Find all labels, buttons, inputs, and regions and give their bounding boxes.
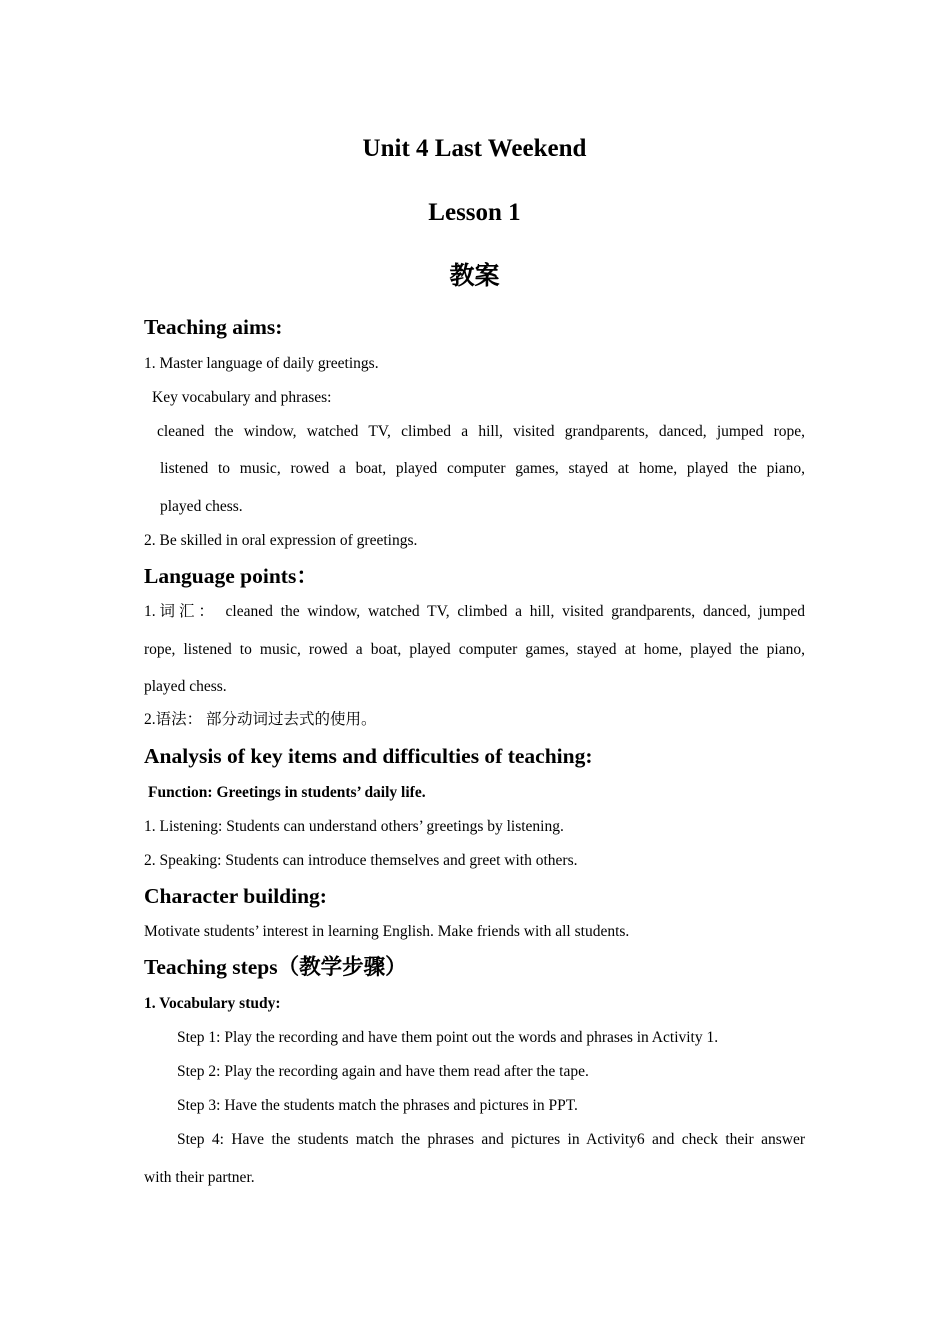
step-4-line-1-text: Step 4: Have the students match the phrases and pictures in Activity6 and check their answer bbox=[177, 1131, 805, 1148]
teaching-aims-heading: Teaching aims: bbox=[144, 315, 283, 339]
aims-vocab-line-2 bbox=[160, 459, 805, 479]
aims-vocab-line-3: played chess. bbox=[160, 498, 243, 515]
function-line: Function: Greetings in students’ daily life. bbox=[148, 784, 426, 801]
lesson-plan-title: 教案 bbox=[449, 263, 500, 290]
lp-vocab-line-2 bbox=[144, 640, 805, 660]
step-4-line-1 bbox=[177, 1130, 805, 1150]
analysis-item-1: 1. Listening: Students can understand others’ greetings by listening. bbox=[144, 818, 564, 835]
teaching-steps-heading: Teaching steps（教学步骤） bbox=[144, 955, 407, 979]
lp-vocab-line-1 bbox=[144, 602, 805, 622]
aims-vocab-line-2-text: listened to music, rowed a boat, played computer games, stayed at home, played the piano, bbox=[160, 460, 805, 477]
step-2: Step 2: Play the recording again and have them read after the tape. bbox=[177, 1063, 589, 1080]
key-vocabulary-label: Key vocabulary and phrases: bbox=[152, 389, 332, 406]
lesson-title: Lesson 1 bbox=[428, 199, 521, 226]
step-1: Step 1: Play the recording and have them point out the words and phrases in Activity 1. bbox=[177, 1029, 719, 1046]
step-4-line-2: with their partner. bbox=[144, 1169, 255, 1186]
character-building-heading: Character building: bbox=[144, 884, 327, 908]
aims-vocab-line-1 bbox=[157, 422, 805, 442]
document-title: Unit 4 Last Weekend bbox=[362, 135, 587, 162]
grammar-point: 2.语法： 部分动词过去式的使用。 bbox=[144, 711, 377, 728]
analysis-item-2: 2. Speaking: Students can introduce themselves and greet with others. bbox=[144, 852, 578, 869]
language-points-heading: Language points： bbox=[144, 564, 318, 588]
teaching-aim-2: 2. Be skilled in oral expression of greetings. bbox=[144, 532, 418, 549]
step-3: Step 3: Have the students match the phrases and pictures in PPT. bbox=[177, 1097, 578, 1114]
lp-vocab-line-3: played chess. bbox=[144, 678, 227, 695]
lp-vocab-line-2-text: rope, listened to music, rowed a boat, played computer games, stayed at home, played the piano, bbox=[144, 641, 805, 658]
teaching-aim-1: 1. Master language of daily greetings. bbox=[144, 355, 379, 372]
aims-vocab-line-1-text: cleaned the window, watched TV, climbed a hill, visited grandparents, danced, jumped rope, bbox=[157, 423, 805, 440]
vocabulary-study-subheading: 1. Vocabulary study: bbox=[144, 995, 281, 1012]
lp-vocab-line-1-text: 1.词汇： cleaned the window, watched TV, climbed a hill, visited grandparents, danced, jumped bbox=[144, 603, 805, 620]
character-building-text: Motivate students’ interest in learning English. Make friends with all students. bbox=[144, 923, 630, 940]
analysis-heading: Analysis of key items and difficulties of teaching: bbox=[144, 744, 593, 768]
